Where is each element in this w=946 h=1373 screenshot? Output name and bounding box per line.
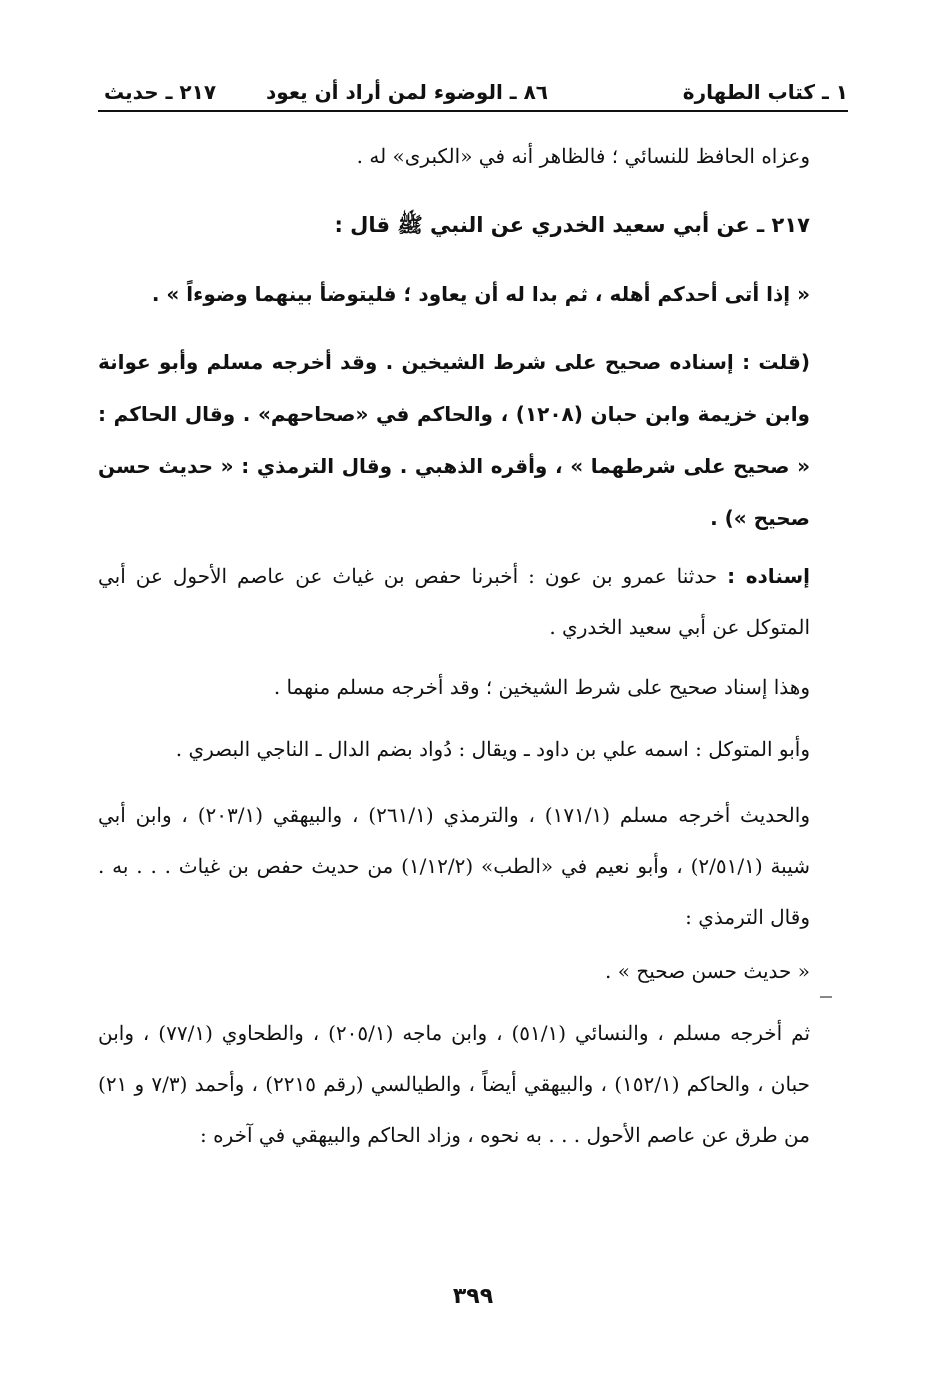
header-chapter: ١ ـ كتاب الطهارة bbox=[682, 80, 848, 104]
paragraph-isnad-note: وهذا إسناد صحيح على شرط الشيخين ؛ وقد أخرجه مسلم منهما . bbox=[273, 675, 810, 699]
stray-mark bbox=[820, 996, 832, 998]
paragraph-attribution: وعزاه الحافظ للنسائي ؛ فالظاهر أنه في «الكبرى» له . bbox=[356, 144, 810, 168]
book-page bbox=[98, 0, 848, 1373]
hadith-text: « إذا أتى أحدكم أهله ، ثم بدا له أن يعاود ؛ فليتوضأ بينهما وضوءاً » . bbox=[151, 282, 810, 306]
paragraph-grading: (قلت : إسناده صحيح على شرط الشيخين . وقد أخرجه مسلم وأبو عوانة وابن خزيمة وابن حبان (١٢٠٨) ، والحاكم في «صحاحهم» . وقال الحاكم : « صحيح على شرطهما » ، وأقره الذهبي . وقال الترمذي : « حديث حسن صحيح ») . bbox=[98, 350, 810, 530]
paragraph-takhrij: والحديث أخرجه مسلم (١٧١/١) ، والترمذي (٢٦١/١) ، والبيهقي (٢٠٣/١) ، وابن أبي شيبة (٢/٥١/١) ، وأبو نعيم في «الطب» (١/١٢/٢) من حديث حفص بن غياث . . . به . وقال الترمذي : bbox=[98, 803, 810, 929]
header-section: ٨٦ ـ الوضوء لمن أراد أن يعود bbox=[266, 80, 548, 104]
paragraph-isnad bbox=[98, 551, 848, 653]
paragraph-narrator: وأبو المتوكل : اسمه علي بن داود ـ ويقال : دُواد بضم الدال ـ الناجي البصري . bbox=[175, 737, 810, 761]
header-rule bbox=[98, 110, 848, 112]
hadith-heading: ٢١٧ ـ عن أبي سعيد الخدري عن النبي ﷺ قال : bbox=[334, 213, 810, 237]
header-hadith-ref: ٢١٧ ـ حديث bbox=[104, 80, 217, 104]
page-number: ٣٩٩ bbox=[452, 1284, 494, 1309]
isnad-label: إسناده : bbox=[727, 564, 811, 588]
isnad-text: حدثنا عمرو بن عون : أخبرنا حفص بن غياث عن عاصم الأحول عن أبي المتوكل عن أبي سعيد الخدري . bbox=[98, 564, 810, 639]
running-header bbox=[98, 76, 848, 110]
paragraph-tirmidhi-grade: « حديث حسن صحيح » . bbox=[605, 959, 810, 983]
paragraph-other-routes: ثم أخرجه مسلم ، والنسائي (٥١/١) ، وابن ماجه (٢٠٥/١) ، والطحاوي (٧٧/١) ، وابن حبان ، والحاكم (١٥٢/١) ، والبيهقي أيضاً ، والطيالسي (رقم ٢٢١٥) ، وأحمد (٧/٣ و ٢١) من طرق عن عاصم الأحول . . . به نحوه ، وزاد الحاكم والبيهقي في آخره : bbox=[98, 1021, 811, 1147]
